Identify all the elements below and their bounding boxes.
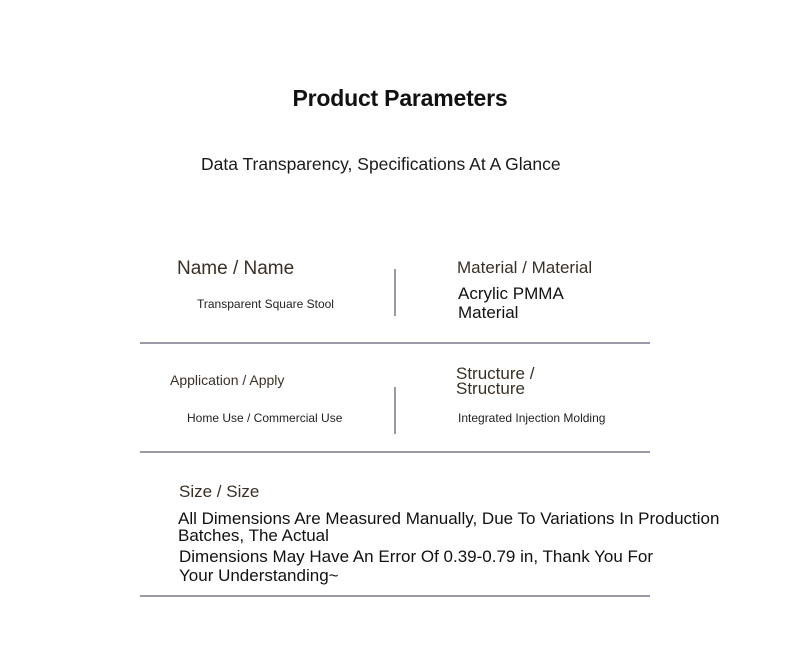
page-title: Product Parameters <box>292 85 508 111</box>
row1-column-divider <box>394 269 396 316</box>
structure-value: Integrated Injection Molding <box>458 411 606 425</box>
material-value-line1: Acrylic PMMA <box>458 284 564 303</box>
size-note-line4: Your Understanding~ <box>179 566 339 585</box>
structure-label-line2: Structure <box>456 379 525 398</box>
page-subtitle: Data Transparency, Specifications At A Glance <box>201 154 561 174</box>
material-value-line2: Material <box>458 303 519 322</box>
structure-label-line1: Structure / <box>456 364 535 383</box>
application-label: Application / Apply <box>170 372 285 388</box>
size-note-line1: All Dimensions Are Measured Manually, Due To Variations In Production <box>178 509 720 528</box>
size-note-line3: Dimensions May Have An Error Of 0.39-0.79 in, Thank You For <box>179 547 654 566</box>
name-label: Name / Name <box>177 258 295 279</box>
row2-column-divider <box>394 387 396 434</box>
material-label: Material / Material <box>457 258 593 277</box>
size-label: Size / Size <box>179 482 260 501</box>
name-value: Transparent Square Stool <box>197 297 334 311</box>
application-value: Home Use / Commercial Use <box>187 411 343 425</box>
size-note-line2: Batches, The Actual <box>178 526 329 545</box>
row3-divider <box>140 595 650 597</box>
row1-divider <box>140 342 650 344</box>
row2-divider <box>140 451 650 453</box>
